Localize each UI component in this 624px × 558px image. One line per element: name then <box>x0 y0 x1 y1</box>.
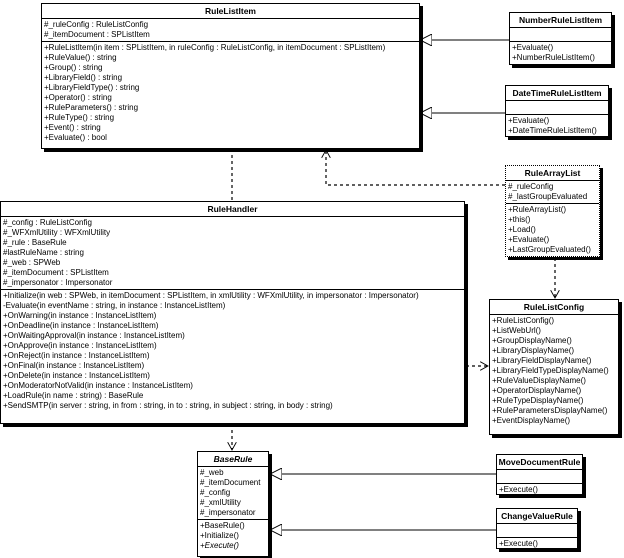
class-name: RuleListItem <box>42 4 419 19</box>
attributes-section <box>198 467 268 520</box>
method-row: +RuleType() : string <box>44 113 115 122</box>
method-row: +EventDisplayName() <box>492 416 571 425</box>
class-name: RuleArrayList <box>506 166 599 181</box>
attribute-row: #_itemDocument : SPListItem <box>3 268 109 277</box>
method-row: +RuleParametersDisplayName() <box>492 406 608 415</box>
class-move-document-rule[interactable] <box>496 454 583 495</box>
method-row: +Event() : string <box>44 123 101 132</box>
method-row: +GroupDisplayName() <box>492 336 572 345</box>
class-date-time-rule-list-item[interactable] <box>505 85 609 137</box>
method-row: +Initialize(in web : SPWeb, in itemDocument : SPListItem, in xmlUtility : WFXmlUtility, in impersonator : Impersonator) <box>3 291 419 300</box>
method-row: +OnWaitingApproval(in instance : InstanceListItem) <box>3 331 185 340</box>
attribute-row: #_WFXmlUtility : WFXmlUtility <box>3 228 111 237</box>
class-name: DateTimeRuleListItem <box>506 86 608 101</box>
methods-section <box>490 315 618 427</box>
attribute-row: #_xmlUtility <box>200 498 241 507</box>
class-rule-list-config[interactable] <box>489 299 619 435</box>
method-row: +RuleListConfig() <box>492 316 555 325</box>
dependency-rulearraylist-to-rulelistitem <box>326 150 505 185</box>
attributes-section <box>42 19 419 42</box>
method-row: +OnModeratorNotValid(in instance : InstanceListItem) <box>3 381 193 390</box>
method-row: +RuleTypeDisplayName() <box>492 396 584 405</box>
method-row: +LibraryDisplayName() <box>492 346 575 355</box>
method-row: +this() <box>508 215 531 224</box>
attributes-section <box>497 470 582 484</box>
method-row: +OnFinal(in instance : InstanceListItem) <box>3 361 145 370</box>
method-row: +Evaluate() <box>508 235 550 244</box>
method-row: +BaseRule() <box>200 521 245 530</box>
method-row: +LibraryFieldDisplayName() <box>492 356 592 365</box>
method-row: +RuleArrayList() <box>508 205 567 214</box>
methods-section <box>497 484 582 496</box>
attribute-row: #_impersonator : Impersonator <box>3 278 113 287</box>
attribute-row: #_web : SPWeb <box>3 258 61 267</box>
method-row: +RuleValue() : string <box>44 53 117 62</box>
attribute-row: #_rule : BaseRule <box>3 238 67 247</box>
methods-section <box>1 290 464 412</box>
methods-section <box>497 538 577 550</box>
method-row: +Execute() <box>200 541 239 550</box>
attribute-row: #_impersonator <box>200 508 256 517</box>
class-name: RuleHandler <box>1 202 464 217</box>
class-name: BaseRule <box>198 452 268 467</box>
method-row: +Execute() <box>499 539 538 548</box>
methods-section <box>510 42 611 64</box>
method-row: +ListWebUrl() <box>492 326 541 335</box>
method-row: +SendSMTP(in server : string, in from : string, in to : string, in subject : string, in body : string) <box>3 401 333 410</box>
attribute-row: #_config <box>200 488 231 497</box>
method-row: +Operator() : string <box>44 93 112 102</box>
methods-section <box>506 115 608 137</box>
attributes-section <box>1 217 464 290</box>
attributes-section <box>510 28 611 42</box>
method-row: +DateTimeRuleListItem() <box>508 126 597 135</box>
method-row: +LibraryField() : string <box>44 73 123 82</box>
attributes-section <box>497 524 577 538</box>
attributes-section <box>506 101 608 115</box>
attribute-row: #lastRuleName : string <box>3 248 84 257</box>
methods-section <box>506 204 599 256</box>
method-row: +LastGroupEvaluated() <box>508 245 591 254</box>
attribute-row: #_itemDocument : SPListItem <box>44 30 150 39</box>
class-rule-array-list[interactable] <box>505 165 600 257</box>
method-row: +LibraryFieldType() : string <box>44 83 140 92</box>
class-name: ChangeValueRule <box>497 509 577 524</box>
method-row: +RuleValueDisplayName() <box>492 376 586 385</box>
method-row: +Evaluate() : bool <box>44 133 107 142</box>
method-row: +Initialize() <box>200 531 239 540</box>
method-row: +Evaluate() <box>512 43 554 52</box>
class-name: RuleListConfig <box>490 300 618 315</box>
method-row: +LibraryFieldTypeDisplayName() <box>492 366 609 375</box>
attributes-section <box>506 181 599 204</box>
attribute-row: #_lastGroupEvaluated <box>508 192 588 201</box>
methods-section <box>198 520 268 552</box>
method-row: +OnDeadline(in instance : InstanceListItem) <box>3 321 159 330</box>
method-row: +RuleParameters() : string <box>44 103 139 112</box>
attribute-row: #_config : RuleListConfig <box>3 218 92 227</box>
methods-section <box>42 42 419 144</box>
method-row: +OnDelete(in instance : InstanceListItem) <box>3 371 150 380</box>
method-row: +Execute() <box>499 485 538 494</box>
attribute-row: #_ruleConfig : RuleListConfig <box>44 20 149 29</box>
method-row: +OnWarning(in instance : InstanceListItem) <box>3 311 157 320</box>
method-row: +LoadRule(in name : string) : BaseRule <box>3 391 144 400</box>
method-row: +Load() <box>508 225 536 234</box>
method-row: +OperatorDisplayName() <box>492 386 582 395</box>
method-row: +RuleListItem(in item : SPListItem, in ruleConfig : RuleListConfig, in itemDocument : SPListItem) <box>44 43 386 52</box>
attribute-row: #_ruleConfig <box>508 182 554 191</box>
method-row: +OnApprove(in instance : InstanceListItem) <box>3 341 157 350</box>
class-number-rule-list-item[interactable] <box>509 12 612 65</box>
class-rule-list-item[interactable] <box>41 3 420 149</box>
class-name: NumberRuleListItem <box>510 13 611 28</box>
method-row: -Evaluate(in eventName : string, in instance : InstanceListItem) <box>3 301 226 310</box>
method-row: +Evaluate() <box>508 116 550 125</box>
class-name: MoveDocumentRule <box>497 455 582 470</box>
class-change-value-rule[interactable] <box>496 508 578 549</box>
method-row: +OnReject(in instance : InstanceListItem) <box>3 351 150 360</box>
class-base-rule[interactable] <box>197 451 269 557</box>
attribute-row: #_web <box>200 468 224 477</box>
method-row: +Group() : string <box>44 63 103 72</box>
attribute-row: #_itemDocument <box>200 478 261 487</box>
class-rule-handler[interactable] <box>0 201 465 424</box>
method-row: +NumberRuleListItem() <box>512 53 595 62</box>
